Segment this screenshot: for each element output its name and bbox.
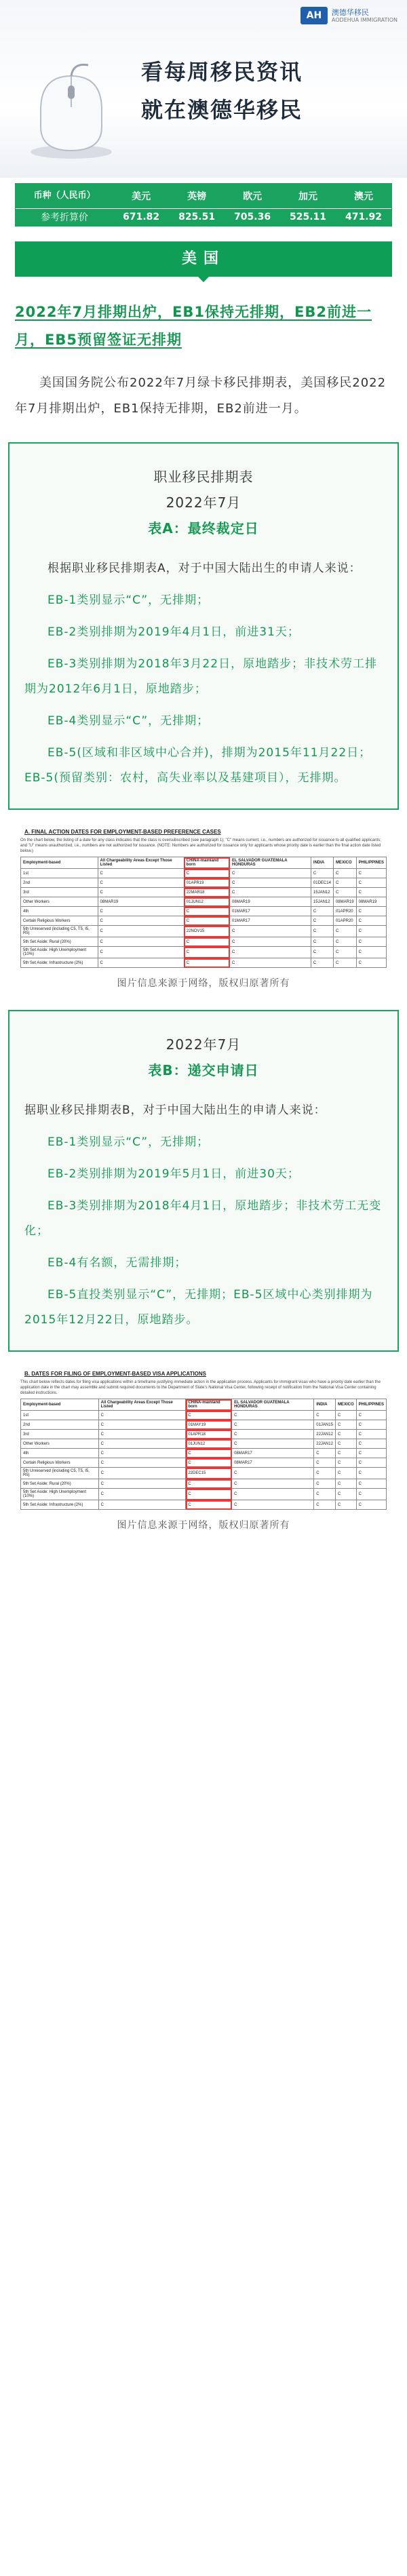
table-cell: C — [98, 907, 184, 916]
image-source-note: 图片信息来源于网络，版权归原著所有 — [117, 1520, 290, 1531]
table-cell: C — [98, 926, 184, 937]
table-cell: C — [232, 1411, 314, 1420]
table-cell: C — [335, 1430, 356, 1439]
table-cell: C — [98, 869, 184, 878]
table-cell: 22JAN12 — [314, 1430, 336, 1439]
row-label: Other Workers — [21, 897, 98, 907]
table-cell: C — [356, 1458, 386, 1468]
column-header: MEXICO — [335, 1399, 356, 1411]
table-cell: C — [335, 1489, 356, 1500]
row-label: 1st — [21, 869, 98, 878]
table-cell: 01DEC14 — [311, 878, 333, 888]
table-cell: C — [98, 1479, 186, 1489]
table-cell: C — [311, 926, 333, 937]
column-header: MEXICO — [333, 857, 356, 869]
article-intro: 美国国务院公布2022年7月绿卡移民排期表，美国移民2022年7月排期出炉，EB1保持无排期，EB2前进一月。 — [15, 376, 387, 416]
box-b-month: 2022年7月 — [166, 1036, 241, 1053]
column-header: All Chargeability Areas Except Those Listed — [98, 1399, 186, 1411]
table-cell: 15JAN12 — [311, 897, 333, 907]
box-b-item: EB-1类别显示“C”，无排期； — [47, 1135, 210, 1149]
rate-eur: 705.36 — [225, 208, 280, 226]
table-cell: C — [98, 1430, 186, 1439]
table-cell: C — [230, 869, 311, 878]
row-label: 5th Set Aside: Infrastructure (2%) — [21, 958, 98, 968]
table-cell: 08MAR19 — [356, 897, 386, 907]
table-cell: C — [98, 878, 184, 888]
rate-value-row — [16, 208, 391, 226]
table-cell: C — [186, 1449, 232, 1458]
table-row — [21, 1468, 387, 1479]
table-row — [21, 1449, 387, 1458]
table-cell: C — [314, 1500, 336, 1510]
column-header: EL SALVADOR GUATEMALA HONDURAS — [230, 857, 311, 869]
table-row — [21, 1439, 387, 1449]
table-cell: 01MAR17 — [230, 907, 311, 916]
table-cell: C — [232, 1439, 314, 1449]
table-row — [21, 1489, 387, 1500]
table-cell: 08MAR17 — [232, 1458, 314, 1468]
table-cell: C — [311, 907, 333, 916]
row-label: 5th Set Aside: High Unemployment (10%) — [21, 947, 98, 958]
table-cell: C — [335, 1420, 356, 1430]
row-label: 5th Set Aside: High Unemployment (10%) — [21, 1489, 99, 1500]
table-cell: C — [184, 947, 229, 958]
rate-gbp: 825.51 — [169, 208, 225, 226]
table-cell: 22MAR18 — [184, 888, 229, 897]
table-cell: C — [356, 1468, 386, 1479]
table-cell: C — [314, 1489, 336, 1500]
computer-mouse-icon — [20, 62, 122, 164]
dates-for-filing-table-image — [20, 1371, 387, 1510]
table-cell: 01MAY19 — [186, 1420, 232, 1430]
column-header: INDIA — [314, 1399, 336, 1411]
table-cell: 22NOV15 — [184, 926, 229, 937]
table-cell: C — [333, 958, 356, 968]
table-row — [21, 878, 387, 888]
table-cell: C — [311, 916, 333, 926]
box-a-subtitle: 表A：最终裁定日 — [148, 520, 259, 536]
country-title: 美国 — [181, 250, 225, 267]
box-a-item: EB-4类别显示“C”，无排期； — [47, 714, 210, 728]
exchange-rate-table — [15, 183, 392, 227]
table-cell: C — [356, 1500, 386, 1510]
slogan-line-2: 就在澳德华移民 — [141, 97, 303, 123]
table-cell: C — [186, 1411, 232, 1420]
table-cell: C — [232, 1420, 314, 1430]
table-cell: 22DEC15 — [186, 1468, 232, 1479]
table-cell: C — [314, 1479, 336, 1489]
box-a-item: EB-2类别排期为2019年4月1日，前进31天； — [47, 625, 300, 639]
box-b-subtitle: 表B：递交申请日 — [148, 1062, 259, 1078]
table-cell: C — [314, 1449, 336, 1458]
table-cell: 08MAR19 — [230, 897, 311, 907]
table-cell: C — [335, 1449, 356, 1458]
table-cell: 08MAR19 — [333, 897, 356, 907]
table-cell: C — [356, 878, 386, 888]
column-header: Employment-based — [21, 1399, 99, 1411]
table-row — [21, 1479, 387, 1489]
table-cell: C — [333, 888, 356, 897]
rate-usd: 671.82 — [113, 208, 169, 226]
table-cell: C — [356, 1479, 386, 1489]
box-a-item: EB-1类别显示“C”，无排期； — [47, 593, 210, 607]
table-cell: C — [98, 888, 184, 897]
rate-aud: 471.92 — [336, 208, 391, 226]
row-label: 4th — [21, 907, 98, 916]
table-header-row — [21, 1399, 387, 1411]
table-cell: C — [335, 1500, 356, 1510]
table-cell: 01JUN12 — [184, 897, 229, 907]
table-cell: C — [311, 869, 333, 878]
box-b-item: EB-4有名额，无需排期； — [47, 1256, 187, 1270]
table-cell: C — [98, 937, 184, 947]
chart-a-caption: A. FINAL ACTION DATES FOR EMPLOYMENT-BASED PREFERENCE CASES — [24, 829, 221, 835]
table-cell: 01MAR17 — [230, 916, 311, 926]
currency-usd: 美元 — [113, 184, 169, 208]
table-row — [21, 1430, 387, 1439]
table-cell: 01APR20 — [333, 907, 356, 916]
table-cell: C — [230, 888, 311, 897]
table-row — [21, 1420, 387, 1430]
table-row — [21, 937, 387, 947]
table-cell: C — [232, 1489, 314, 1500]
column-header: All Chargeability Areas Except Those Listed — [98, 857, 184, 869]
table-cell: C — [232, 1500, 314, 1510]
row-label: 1st — [21, 1411, 99, 1420]
box-b-item: EB-2类别排期为2019年5月1日，前进30天； — [47, 1167, 300, 1181]
table-cell: C — [356, 888, 386, 897]
table-cell: C — [356, 869, 386, 878]
table-cell: C — [98, 958, 184, 968]
table-cell: C — [356, 1411, 386, 1420]
currency-aud: 澳元 — [336, 184, 391, 208]
table-cell: C — [314, 1468, 336, 1479]
table-cell: C — [230, 947, 311, 958]
table-cell: C — [98, 1420, 186, 1430]
table-b-summary-box — [8, 1010, 399, 1352]
table-cell: 01JUN12 — [186, 1439, 232, 1449]
column-header: CHINA-mainland born — [186, 1399, 232, 1411]
table-cell: C — [98, 1468, 186, 1479]
table-cell: C — [98, 947, 184, 958]
row-label: Certain Religious Workers — [21, 916, 98, 926]
rate-row-label: 参考折算价 — [16, 208, 113, 226]
row-label: Certain Religious Workers — [21, 1458, 99, 1468]
final-action-dates-table-image — [20, 829, 387, 968]
table-cell: C — [333, 947, 356, 958]
row-label: 4th — [21, 1449, 99, 1458]
header-notch — [197, 276, 210, 282]
chart-b-table — [20, 1399, 387, 1510]
table-cell: C — [356, 916, 386, 926]
table-cell: C — [333, 926, 356, 937]
country-section-header — [15, 241, 392, 277]
banner-slogan — [141, 53, 303, 129]
table-row — [21, 1500, 387, 1510]
chart-a-table — [20, 857, 387, 968]
table-cell: C — [335, 1468, 356, 1479]
table-row — [21, 897, 387, 907]
table-cell: C — [335, 1458, 356, 1468]
row-label: Other Workers — [21, 1439, 99, 1449]
table-cell: 08MAR17 — [232, 1449, 314, 1458]
table-cell: C — [98, 1489, 186, 1500]
column-header: Employment-based — [21, 857, 98, 869]
table-row — [21, 907, 387, 916]
table-cell: 22JAN12 — [314, 1439, 336, 1449]
table-cell: C — [314, 1411, 336, 1420]
column-header: INDIA — [311, 857, 333, 869]
table-a-summary-box — [8, 442, 399, 810]
box-b-lead: 据职业移民排期表B，对于中国大陆出生的申请人来说： — [24, 1104, 326, 1117]
table-cell: C — [186, 1489, 232, 1500]
table-cell: C — [356, 1489, 386, 1500]
box-a-title: 职业移民排期表 — [153, 469, 254, 485]
table-cell: C — [311, 947, 333, 958]
table-cell: C — [184, 916, 229, 926]
table-cell: C — [98, 916, 184, 926]
table-cell: C — [98, 1411, 186, 1420]
table-cell: C — [186, 1479, 232, 1489]
table-cell: C — [356, 907, 386, 916]
table-row — [21, 1411, 387, 1420]
table-row — [21, 947, 387, 958]
table-cell: 01JAN15 — [314, 1420, 336, 1430]
box-b-item: EB-5直投类别显示“C”，无排期；EB-5区域中心类别排期为2015年12月22日，原地踏步。 — [24, 1288, 373, 1327]
table-cell: C — [232, 1479, 314, 1489]
table-cell: C — [98, 1500, 186, 1510]
currency-gbp: 英镑 — [169, 184, 225, 208]
table-cell: C — [356, 937, 386, 947]
currency-eur: 欧元 — [225, 184, 280, 208]
table-row — [21, 888, 387, 897]
header-banner — [0, 0, 407, 178]
table-row — [21, 916, 387, 926]
table-cell: 01APR20 — [333, 916, 356, 926]
column-header: EL SALVADOR GUATEMALA HONDURAS — [232, 1399, 314, 1411]
logo-mark: AH — [301, 7, 328, 24]
table-cell: C — [184, 937, 229, 947]
table-cell: C — [356, 1449, 386, 1458]
row-label: 2nd — [21, 1420, 99, 1430]
table-cell: C — [232, 1468, 314, 1479]
table-cell: C — [314, 1458, 336, 1468]
table-cell: C — [98, 1449, 186, 1458]
table-cell: C — [311, 937, 333, 947]
slogan-line-1: 看每周移民资讯 — [141, 59, 303, 85]
chart-a-note: On the chart below, the listing of a date for any class indicates that the class is oversubscribed (see paragraph 1); "C" means current, i.e., numbers are authorized for issuance to all qualified applicants; and "U" means unauthorized, i.e., numbers are not authorized for issuance. (NOTE: Numbers are authorized for issuance only for applicants whose priority date is earlier than the final action date listed below.) — [20, 838, 381, 853]
table-header-row — [21, 857, 387, 869]
column-header: PHILIPPINES — [356, 857, 386, 869]
logo-sub: AODEHUA IMMIGRATION — [331, 16, 398, 23]
row-label: 2nd — [21, 878, 98, 888]
table-cell: C — [356, 1430, 386, 1439]
table-cell: C — [335, 1479, 356, 1489]
box-a-item: EB-5(区域和非区域中心合并)，排期为2015年11月22日；EB-5(预留类别：农村，高失业率以及基建项目），无排期。 — [24, 746, 372, 785]
logo-name: 澳德华移民 — [331, 7, 369, 17]
rate-header-label: 币种（人民币） — [16, 184, 113, 208]
table-row — [21, 869, 387, 878]
table-cell: C — [356, 1439, 386, 1449]
table-row — [21, 1458, 387, 1468]
box-a-lead: 根据职业移民排期表A，对于中国大陆出生的申请人来说： — [47, 562, 362, 575]
article-headline: 2022年7月排期出炉，EB1保持无排期，EB2前进一月，EB5预留签证无排期 — [15, 304, 372, 348]
column-header: CHINA-mainland born — [184, 857, 229, 869]
table-cell: C — [98, 1439, 186, 1449]
table-cell: C — [356, 947, 386, 958]
table-cell: C — [335, 1411, 356, 1420]
table-cell: 15JAN12 — [311, 888, 333, 897]
table-row — [21, 926, 387, 937]
row-label: 3rd — [21, 1430, 99, 1439]
table-cell: 08MAR19 — [98, 897, 184, 907]
table-cell: C — [184, 958, 229, 968]
box-a-month: 2022年7月 — [166, 494, 241, 511]
row-label: 5th Set Aside: Infrastructure (2%) — [21, 1500, 99, 1510]
row-label: 5th Unreserved (including C5, T5, I5, R5) — [21, 1468, 99, 1479]
table-cell: C — [184, 907, 229, 916]
row-label: 5th Unreserved (including C5, T5, I5, R5) — [21, 926, 98, 937]
table-cell: C — [333, 869, 356, 878]
table-row — [21, 958, 387, 968]
table-cell: C — [333, 878, 356, 888]
table-cell: C — [230, 878, 311, 888]
table-cell: C — [230, 926, 311, 937]
row-label: 3rd — [21, 888, 98, 897]
chart-b-caption: B. DATES FOR FILING OF EMPLOYMENT-BASED VISA APPLICATIONS — [24, 1371, 207, 1377]
row-label: 5th Set Aside: Rural (20%) — [21, 937, 98, 947]
rate-header-row — [16, 184, 391, 208]
table-cell: C — [356, 958, 386, 968]
table-cell: C — [335, 1439, 356, 1449]
table-cell: C — [333, 937, 356, 947]
table-cell: C — [184, 869, 229, 878]
box-a-item: EB-3类别排期为2018年3月22日，原地踏步；非技术劳工排期为2012年6月1日，原地踏步； — [24, 657, 378, 696]
table-cell: C — [356, 1420, 386, 1430]
table-cell: C — [356, 926, 386, 937]
table-cell: C — [232, 1430, 314, 1439]
table-cell: C — [186, 1458, 232, 1468]
currency-cad: 加元 — [280, 184, 336, 208]
rate-cad: 525.11 — [280, 208, 336, 226]
table-cell: C — [230, 958, 311, 968]
box-b-item: EB-3类别排期为2018年4月1日，原地踏步；非技术劳工无变化； — [24, 1199, 382, 1238]
table-cell: 01APR18 — [186, 1430, 232, 1439]
table-cell: C — [230, 937, 311, 947]
column-header: PHILIPPINES — [356, 1399, 386, 1411]
brand-logo — [301, 7, 398, 24]
table-cell: C — [311, 958, 333, 968]
chart-b-note: This chart below reflects dates for filing visa applications within a timeframe justifying immediate action in the application process. Applicants for immigrant visas who have a priority date earlier than the application date in the chart may assemble and submit required documents to the Department of State's National Visa Center, following receipt of notification from the National Visa Center containing detailed instructions. — [20, 1380, 381, 1395]
table-cell: 01APR19 — [184, 878, 229, 888]
table-cell: C — [98, 1458, 186, 1468]
table-cell: C — [186, 1500, 232, 1510]
image-source-note: 图片信息来源于网络，版权归原著所有 — [117, 978, 290, 989]
row-label: 5th Set Aside: Rural (20%) — [21, 1479, 99, 1489]
